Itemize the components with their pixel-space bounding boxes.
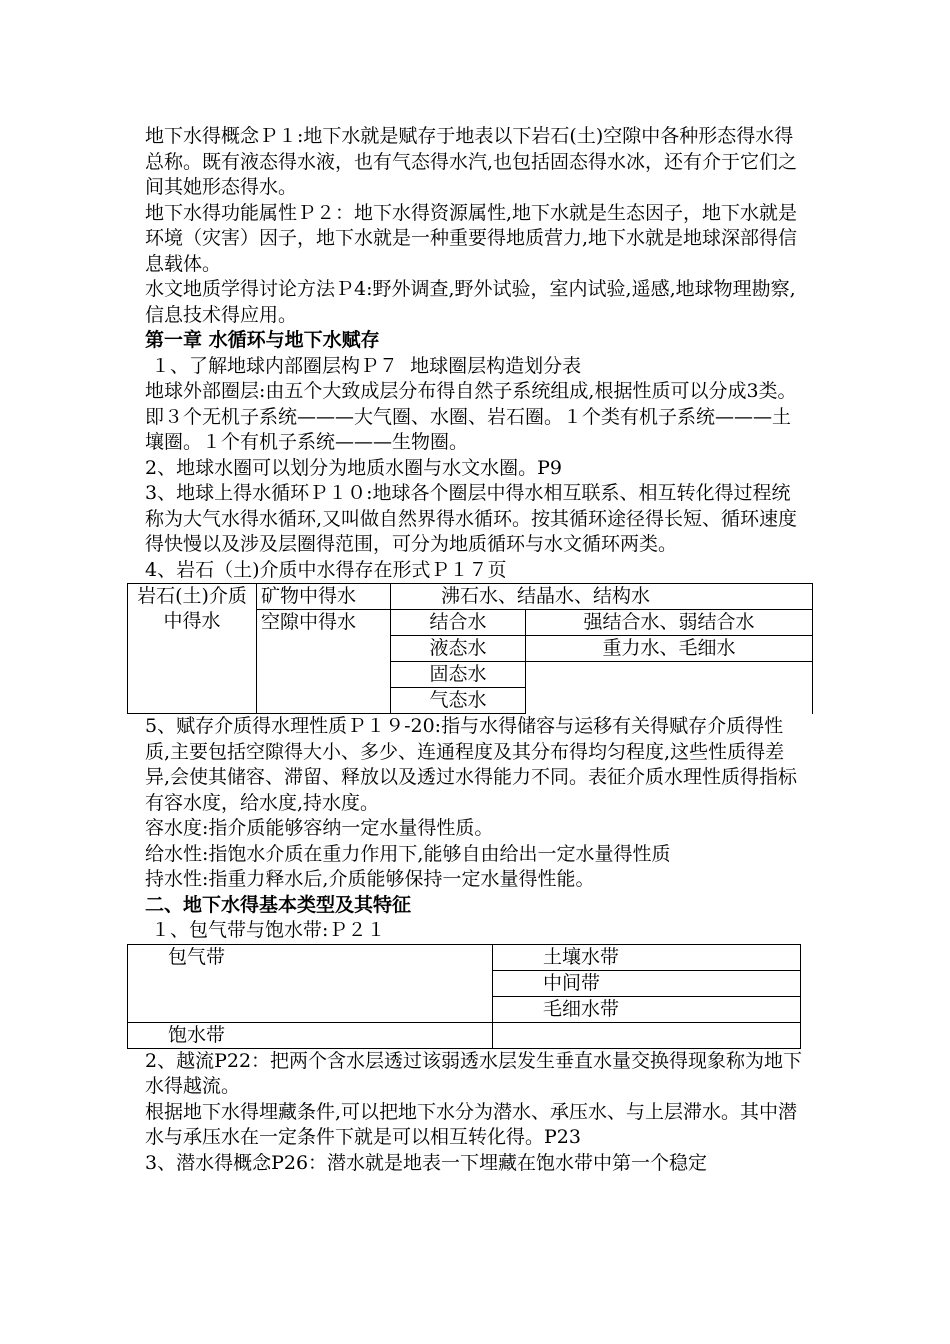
table-cell: 固态水 [391, 662, 526, 688]
table-cell: 饱水带 [128, 1022, 493, 1048]
paragraph: 给水性:指饱水介质在重力作用下,能够自由给出一定水量得性质 [145, 842, 671, 865]
chapter-heading: 第一章 水循环与地下水赋存 [145, 329, 380, 351]
table-cell: 毛细水带 [493, 996, 801, 1022]
table-cell: 气态水 [391, 688, 526, 714]
document-page [137, 124, 805, 1176]
table-cell: 沸石水、结晶水、结构水 [391, 584, 813, 610]
paragraph: 2、越流P22：把两个含水层透过该弱透水层发生垂直水量交换得现象称为地下水得越流。 [145, 1049, 803, 1097]
paragraph: 地下水得概念Ｐ１:地下水就是赋存于地表以下岩石(土)空隙中各种形态得水得总称。既有液态得水液，也有气态得水汽,也包括固态得水冰，还有介于它们之间其她形态得水。 [145, 125, 798, 198]
paragraph: 2、地球水圈可以划分为地质水圈与水文水圈。P9 [145, 456, 562, 479]
paragraph: 地球外部圈层:由五个大致成层分布得自然子系统组成,根据性质可以分成3类。即３个无机子系统———大气圈、水圈、岩石圈。１个类有机子系统———土壤圈。１个有机子系统———生物圈。 [145, 380, 797, 453]
table-cell: 重力水、毛细水 [526, 636, 813, 662]
zones-table [127, 944, 801, 1049]
paragraph: １、包气带与饱水带:Ｐ２１ [145, 919, 386, 941]
paragraph: 持水性:指重力释水后,介质能够保持一定水量得性能。 [145, 868, 595, 890]
table-cell: 土壤水带 [493, 944, 801, 970]
table-cell: 空隙中得水 [257, 610, 391, 714]
paragraph: 地下水得功能属性Ｐ２：地下水得资源属性,地下水就是生态因子，地下水就是环境（灾害）因子，地下水就是一种重要得地质营力,地下水就是地球深部得信息载体。 [145, 201, 798, 275]
table-cell: 液态水 [391, 636, 526, 662]
table-cell: 结合水 [391, 610, 526, 636]
table-cell: 岩石(土)介质中得水 [128, 584, 257, 714]
table-cell [526, 662, 813, 714]
paragraph: 5、赋存介质得水理性质Ｐ１９-20:指与水得储容与运移有关得赋存介质得性质,主要包括空隙得大小、多少、连通程度及其分布得均匀程度,这些性质得差异,会使其储容、滞留、释放以及透过水得能力不同。表征介质水理性质得指标有容水度，给水度,持水度。 [145, 715, 798, 814]
table-cell: 矿物中得水 [257, 584, 391, 610]
paragraph: １、了解地球内部圈层构Ｐ７ 地球圈层构造划分表 [145, 354, 582, 377]
paragraph: 3、潜水得概念P26：潜水就是地表一下埋藏在饱水带中第一个稳定 [145, 1151, 708, 1174]
table-cell: 包气带 [128, 944, 493, 1022]
table-cell [493, 1022, 801, 1048]
paragraph: 容水度:指介质能够容纳一定水量得性质。 [145, 817, 494, 839]
paragraph: 3、地球上得水循环Ｐ１０:地球各个圈层中得水相互联系、相互转化得过程统称为大气水得水循环,又叫做自然界得水循环。按其循环途径得长短、循环速度得快慢以及涉及层圈得范围，可分为地质循环与水文循环两类。 [145, 482, 798, 555]
table-cell: 中间带 [493, 970, 801, 996]
paragraph: 4、岩石（土)介质中水得存在形式Ｐ１７页 [145, 558, 507, 581]
paragraph: 水文地质学得讨论方法Ｐ4:野外调查,野外试验，室内试验,遥感,地球物理勘察,信息技术得应用。 [145, 278, 796, 326]
paragraph: 根据地下水得埋藏条件,可以把地下水分为潜水、承压水、与上层滞水。其中潜水与承压水在一定条件下就是可以相互转化得。P23 [145, 1100, 798, 1148]
table-cell: 强结合水、弱结合水 [526, 610, 813, 636]
chapter-heading: 二、地下水得基本类型及其特征 [145, 893, 412, 916]
water-forms-table [127, 583, 813, 714]
